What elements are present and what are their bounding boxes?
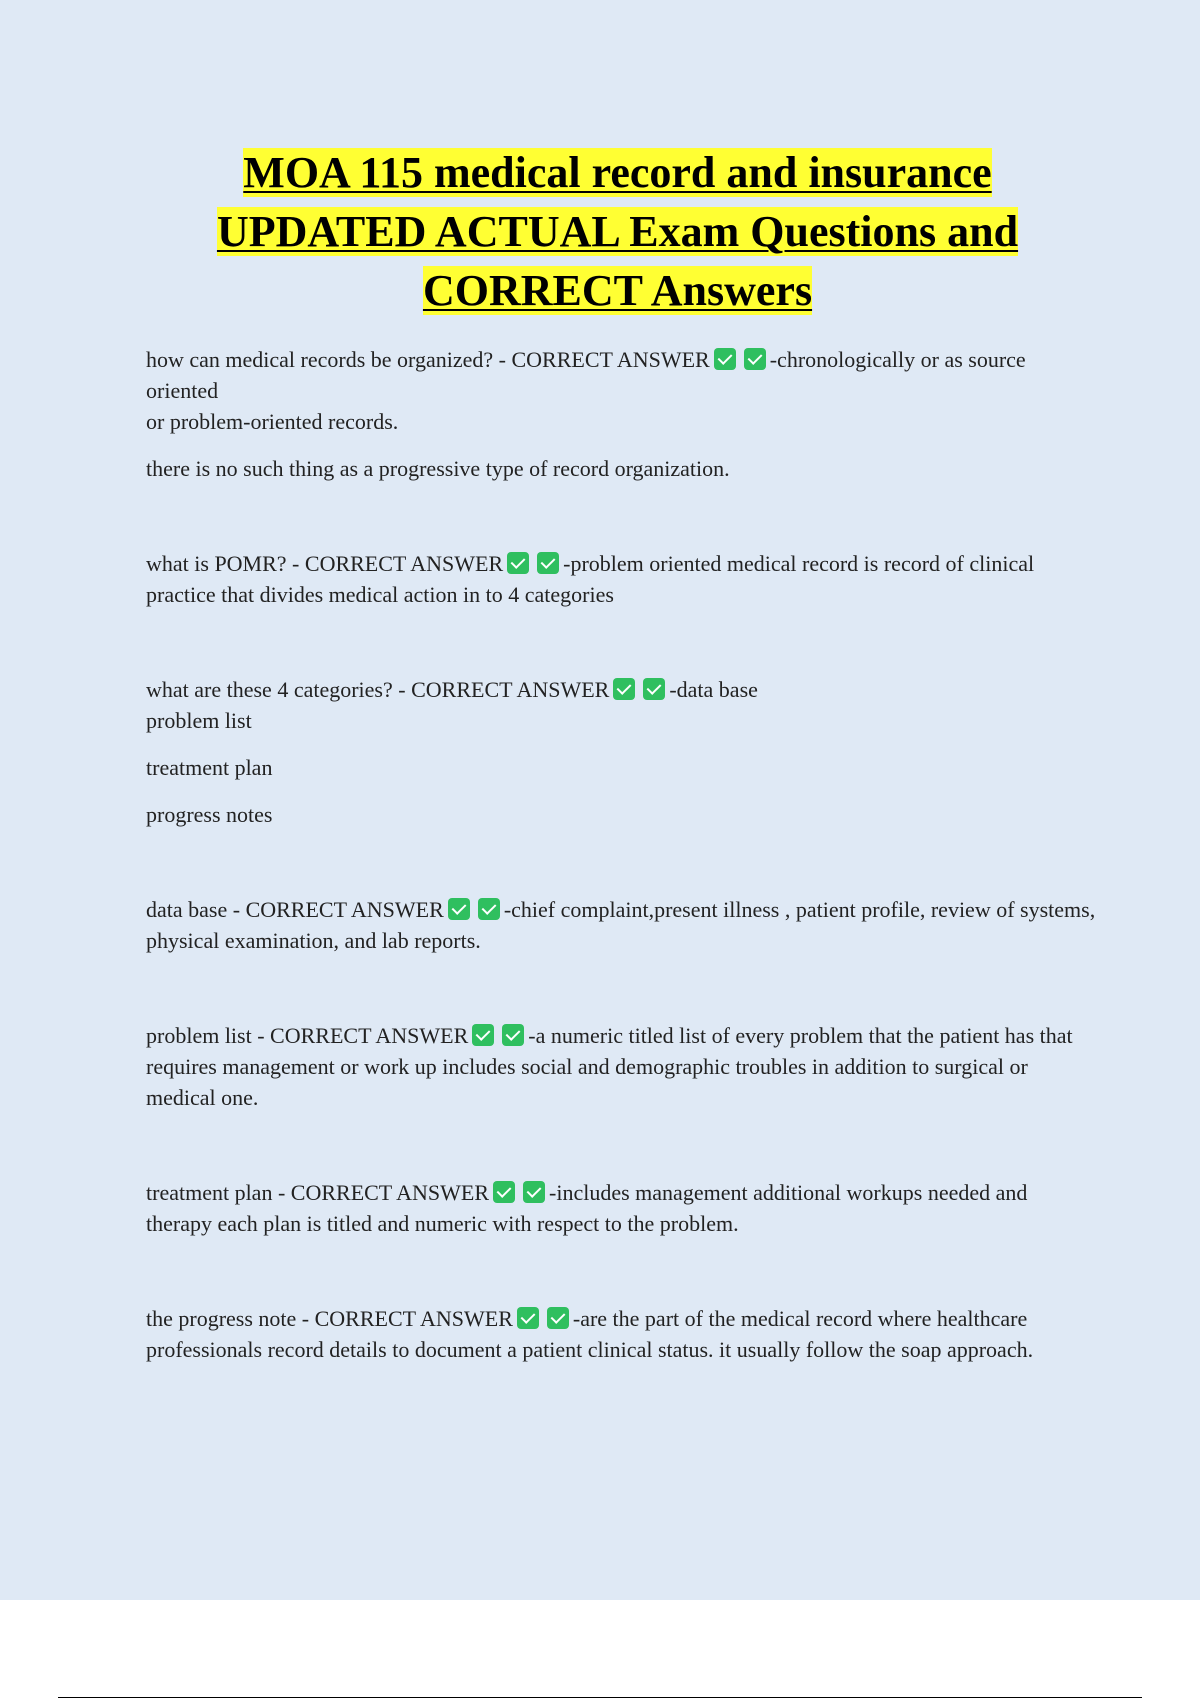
qa-content	[146, 344, 1096, 1365]
qa-entry	[146, 1020, 1096, 1113]
answer-marker: CORRECT ANSWER	[290, 1180, 490, 1205]
checkmark-icon	[517, 1307, 539, 1329]
checkmark-icon	[547, 1307, 569, 1329]
question-text: what is POMR? -	[146, 551, 305, 576]
answer-marker: CORRECT ANSWER	[245, 897, 444, 922]
qa-entry	[146, 1177, 1096, 1239]
qa-entry	[146, 548, 1096, 610]
question-text: problem list -	[146, 1023, 271, 1048]
checkmark-icon	[744, 348, 766, 370]
checkmark-icon	[523, 1181, 545, 1203]
answer-marker: CORRECT ANSWER	[511, 347, 710, 372]
answer-line: or problem-oriented records.	[146, 409, 399, 434]
answer-text: -chronologically or as source oriented	[146, 347, 1026, 403]
qa-entry	[146, 1303, 1096, 1365]
checkmark-icon	[472, 1024, 494, 1046]
checkmark-icon	[502, 1024, 524, 1046]
document-title	[120, 143, 1115, 320]
checkmark-icon	[448, 898, 470, 920]
answer-line: treatment plan	[146, 755, 273, 780]
question-text: the progress note -	[146, 1306, 315, 1331]
checkmark-icon	[493, 1181, 515, 1203]
question-text: data base -	[146, 897, 246, 922]
answer-line: problem list	[146, 708, 252, 733]
question-text: what are these 4 categories? -	[146, 677, 412, 702]
answer-text: -are the part of the medical record where healthcare professionals record details to document a patient clinical status. it usually follow the soap approach.	[146, 1306, 1034, 1362]
question-text: how can medical records be organized? -	[146, 347, 512, 372]
answer-text: -data base	[669, 677, 758, 702]
title-line-2: UPDATED ACTUAL Exam Questions and	[216, 207, 1019, 256]
title-line-1: MOA 115 medical record and insurance	[243, 148, 992, 197]
checkmark-icon	[714, 348, 736, 370]
answer-text: -a numeric titled list of every problem that the patient has that requires management or work up includes social and demographic troubles in addition to surgical or medical one.	[146, 1023, 1073, 1110]
answer-marker: CORRECT ANSWER	[314, 1306, 513, 1331]
answer-marker: CORRECT ANSWER	[411, 677, 610, 702]
answer-line: there is no such thing as a progressive type of record organization.	[146, 456, 730, 481]
checkmark-icon	[478, 898, 500, 920]
qa-entry	[146, 344, 1096, 406]
checkmark-icon	[537, 552, 559, 574]
checkmark-icon	[507, 552, 529, 574]
answer-line: progress notes	[146, 802, 273, 827]
answer-text: -includes management additional workups needed and therapy each plan is titled and numeric with respect to the problem.	[146, 1180, 1028, 1236]
title-line-3: CORRECT Answers	[422, 266, 813, 315]
answer-marker: CORRECT ANSWER	[270, 1023, 469, 1048]
qa-entry	[146, 674, 1096, 705]
checkmark-icon	[613, 678, 635, 700]
answer-text: -problem oriented medical record is record of clinical practice that divides medical action in to 4 categories	[146, 551, 1035, 607]
footer-divider	[58, 1697, 1142, 1698]
qa-entry	[146, 894, 1096, 956]
checkmark-icon	[643, 678, 665, 700]
answer-text: -chief complaint,present illness , patient profile, review of systems, physical examination, and lab reports.	[146, 897, 1096, 953]
answer-marker: CORRECT ANSWER	[304, 551, 504, 576]
question-text: treatment plan -	[146, 1180, 291, 1205]
